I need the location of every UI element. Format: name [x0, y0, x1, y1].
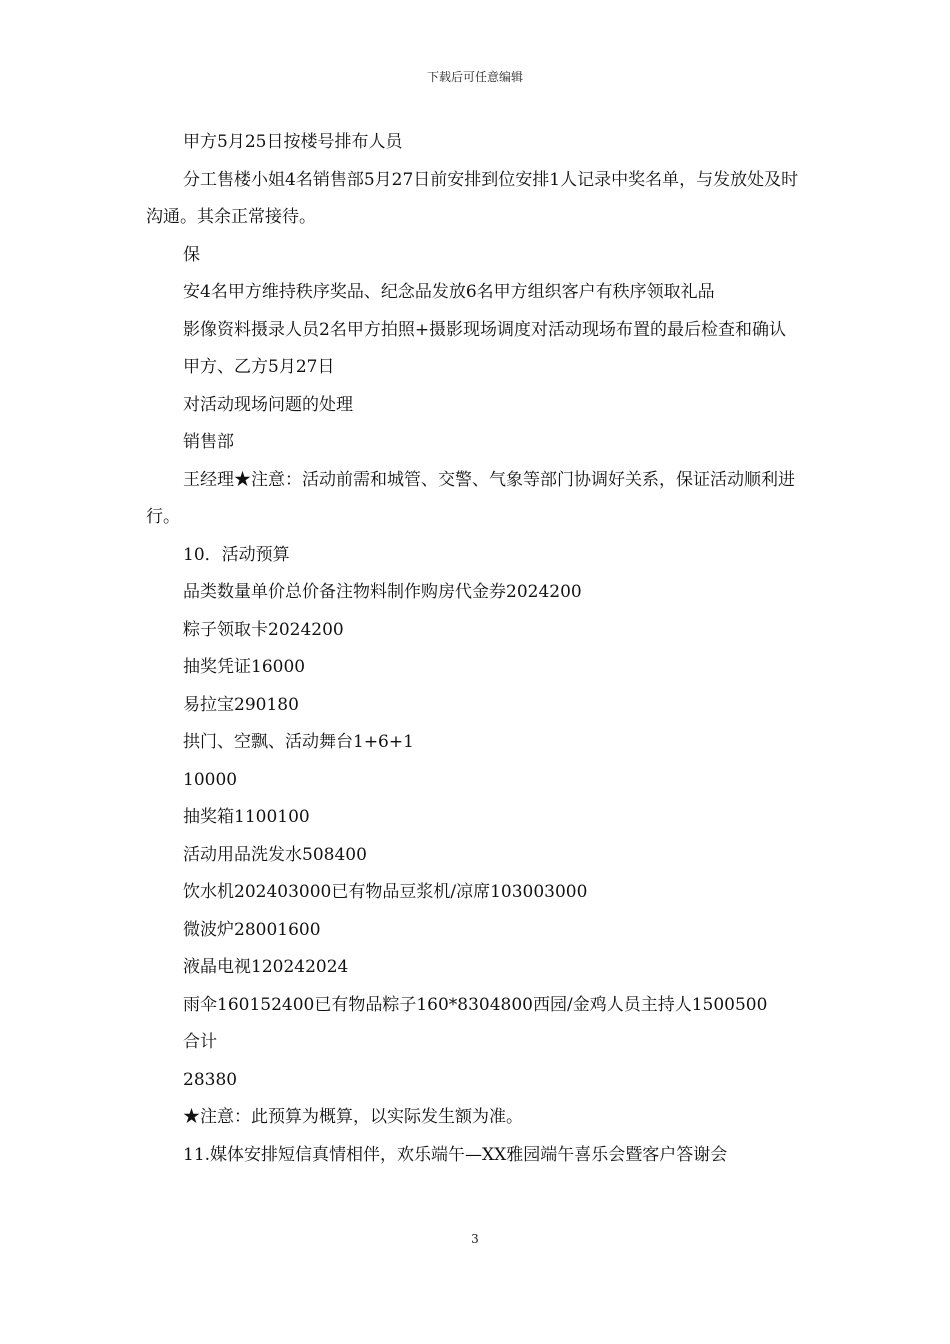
- budget-line: 10000: [183, 769, 238, 790]
- document-body: [146, 124, 810, 1174]
- budget-line: 品类数量单价总价备注物料制作购房代金券2024200: [183, 582, 582, 602]
- paragraph: 安4名甲方维持秩序奖品、纪念品发放6名甲方组织客户有秩序领取礼品: [183, 282, 715, 302]
- budget-line: 微波炉28001600: [183, 919, 321, 940]
- budget-line: 易拉宝290180: [183, 694, 299, 715]
- budget-total-label: 合计: [183, 1032, 217, 1052]
- paragraph: 影像资料摄录人员2名甲方拍照+摄影现场调度对活动现场布置的最后检查和确认: [183, 319, 787, 340]
- budget-total-value: 28380: [183, 1069, 238, 1090]
- budget-line: 液晶电视120242024: [183, 957, 349, 977]
- page-header: 下载后可任意编辑: [426, 70, 523, 84]
- budget-line: 抽奖凭证16000: [183, 657, 306, 677]
- section-heading: 11.媒体安排短信真情相伴，欢乐端午—XX雅园端午喜乐会暨客户答谢会: [183, 1144, 728, 1165]
- paragraph: 甲方、乙方5月27日: [183, 357, 335, 377]
- paragraph: 销售部: [183, 432, 234, 452]
- page-number: 3: [471, 1232, 479, 1246]
- paragraph: 甲方5月25日按楼号排布人员: [183, 132, 403, 152]
- paragraph: 对活动现场问题的处理: [183, 394, 353, 415]
- paragraph: 保: [183, 244, 200, 265]
- budget-line: 拱门、空飘、活动舞台1+6+1: [183, 732, 414, 752]
- budget-line: 饮水机202403000已有物品豆浆机/凉席103003000: [183, 882, 588, 902]
- budget-line: 抽奖箱1100100: [183, 807, 310, 827]
- budget-line: 活动用品洗发水508400: [183, 844, 367, 865]
- section-heading: 10．活动预算: [183, 544, 290, 565]
- budget-line: 雨伞160152400已有物品粽子160*8304800西园/金鸡人员主持人1500500: [183, 994, 768, 1015]
- budget-note: ★注意：此预算为概算，以实际发生额为准。: [183, 1107, 523, 1127]
- paragraph: 分工售楼小姐4名销售部5月27日前安排到位安排1人记录中奖名单，与发放处及时沟通。其余正常接待。: [146, 169, 799, 227]
- paragraph: 王经理★注意：活动前需和城管、交警、气象等部门协调好关系，保证活动顺利进行。: [146, 469, 795, 527]
- budget-line: 粽子领取卡2024200: [183, 619, 344, 640]
